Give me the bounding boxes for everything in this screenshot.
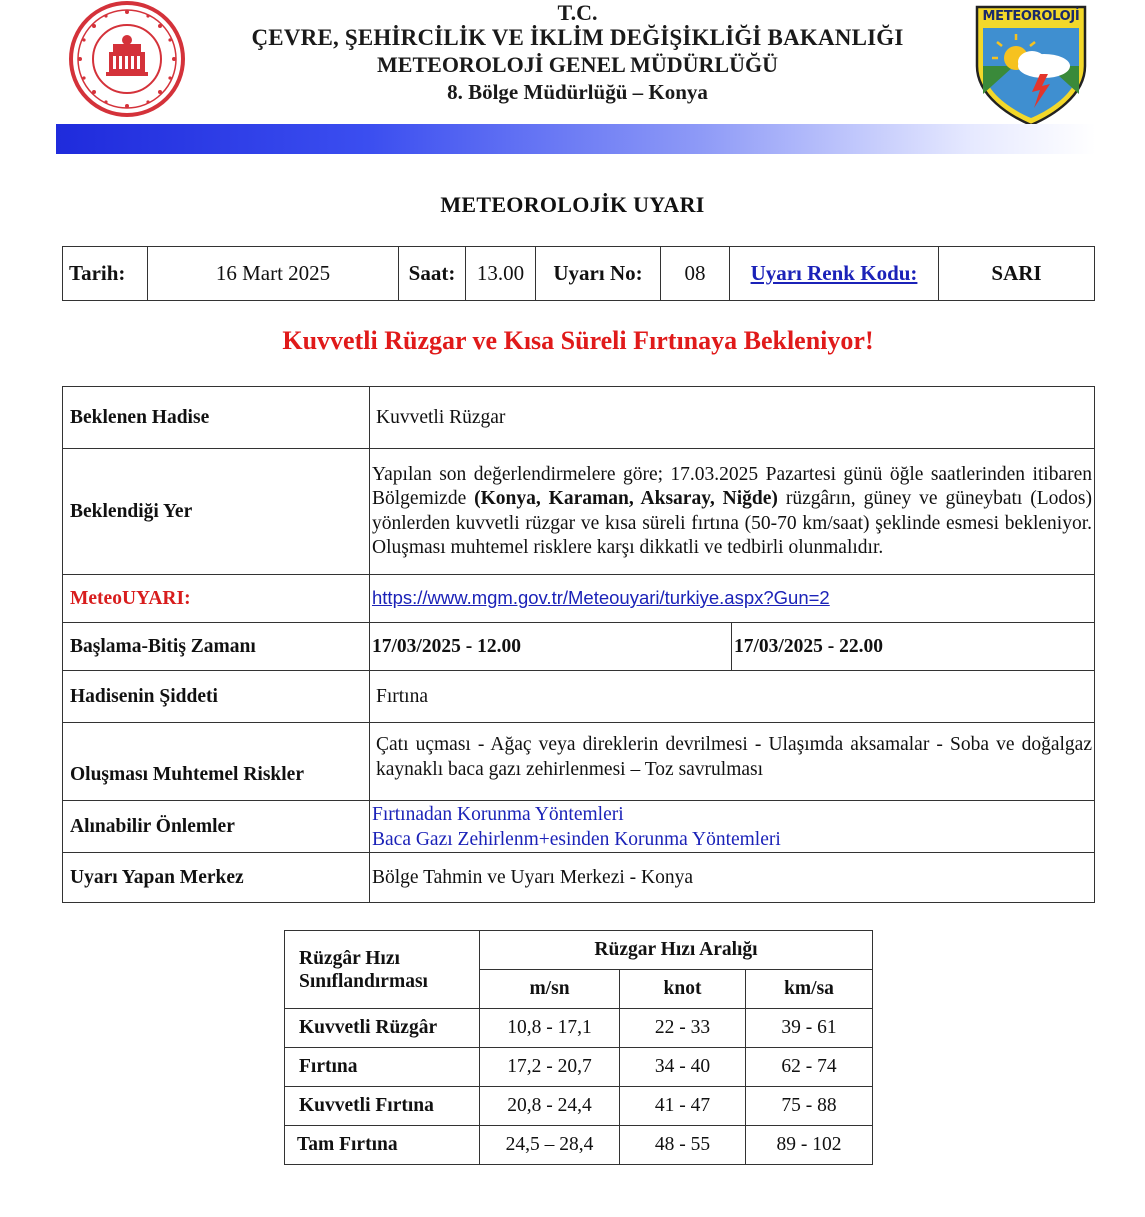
place-text-2: rüzgârın, güney ve güneybatı (Lodos) yönlerden kuvvetli rüzgar ve kısa süreli fırtına (50-70 km/saat) şeklinde esmesi bekleniyor. Oluşması muhtemel risklere karşı dikkatli ve tedbirli olunmalıdır. [372,488,1092,558]
wind-row-kmh: 75 - 88 [746,1087,873,1126]
header-tc: T.C. [557,0,598,25]
date-label: Tarih: [63,247,148,301]
time-label: Saat: [399,247,466,301]
wind-row-kmh: 89 - 102 [746,1126,873,1165]
wind-row-name: Tam Fırtına [285,1126,480,1165]
warning-number-value: 08 [661,247,730,301]
wind-class-header-line2: Sınıflandırması [299,970,428,992]
risks-value: Çatı uçması - Ağaç veya direklerin devrilmesi - Ulaşımda aksamalar - Soba ve doğalgaz kaynaklı baca gazı zehirlenmesi – Toz savrulması [370,723,1095,801]
measures-label: Alınabilir Önlemler [63,801,370,853]
wind-row-name: Fırtına [285,1048,480,1087]
severity-value: Fırtına [370,671,1095,723]
warning-number-label: Uyarı No: [536,247,661,301]
wind-row-ms: 17,2 - 20,7 [480,1048,620,1087]
measures-link-flue-gas[interactable]: Baca Gazı Zehirlenm+esinden Korunma Yöntemleri [372,828,781,850]
unit-ms: m/sn [480,970,620,1009]
alert-headline: Kuvvetli Rüzgar ve Kısa Süreli Fırtınaya Bekleniyor! [282,326,874,355]
meteouyari-cell [370,575,1095,623]
end-time: 17/03/2025 - 22.00 [732,623,1095,671]
severity-label: Hadisenin Şiddeti [63,671,370,723]
wind-row-ms: 24,5 – 28,4 [480,1126,620,1165]
color-code-value: SARI [939,247,1095,301]
event-label: Beklenen Hadise [63,387,370,449]
ministry-seal-logo [66,0,188,118]
event-value: Kuvvetli Rüzgar [370,387,1095,449]
wind-range-header: Rüzgar Hızı Aralığı [480,931,873,970]
place-label: Beklendiği Yer [63,449,370,575]
document-title: METEOROLOJİK UYARI [440,192,705,217]
wind-row-name: Kuvvetli Rüzgâr [285,1009,480,1048]
wind-class-header [285,931,480,1009]
start-time: 17/03/2025 - 12.00 [370,623,732,671]
wind-speed-table [284,930,873,1165]
time-value: 13.00 [466,247,536,301]
meteoroloji-logo [974,4,1088,128]
wind-row-knot: 48 - 55 [620,1126,746,1165]
wind-row-kmh: 39 - 61 [746,1009,873,1048]
header-directorate: METEOROLOJİ GENEL MÜDÜRLÜĞÜ [377,52,778,77]
wind-row-knot: 41 - 47 [620,1087,746,1126]
measures-links [370,801,1095,853]
color-code-link[interactable]: Uyarı Renk Kodu: [750,261,918,285]
meteouyari-label: MeteoUYARI: [63,575,370,623]
center-value: Bölge Tahmin ve Uyarı Merkezi - Konya [370,853,1095,903]
center-label: Uyarı Yapan Merkez [63,853,370,903]
wind-row-kmh: 62 - 74 [746,1048,873,1087]
place-provinces: (Konya, Karaman, Aksaray, Niğde) [474,488,778,509]
place-value [370,449,1095,575]
place-text-1: Yapılan son değerlendirmelere göre; 17.03.2025 Pazartesi günü öğle saatlerinden itibaren Bölgemizde [372,463,1092,509]
color-code-cell [730,247,939,301]
wind-class-header-line1: Rüzgâr Hızı [299,947,400,969]
wind-row-ms: 20,8 - 24,4 [480,1087,620,1126]
logo-text: METEOROLOJİ [982,9,1080,24]
risks-label: Oluşması Muhtemel Riskler [63,723,370,801]
timespan-label: Başlama-Bitiş Zamanı [63,623,370,671]
measures-link-storm[interactable]: Fırtınadan Korunma Yöntemleri [372,803,624,825]
unit-kmh: km/sa [746,970,873,1009]
warning-details-table [62,386,1095,903]
meteouyari-link[interactable]: https://www.mgm.gov.tr/Meteouyari/turkiye.aspx?Gun=2 [372,587,830,608]
header-gradient-band [56,124,1096,154]
header-region: 8. Bölge Müdürlüğü – Konya [447,80,708,104]
wind-row-knot: 34 - 40 [620,1048,746,1087]
wind-row-name: Kuvvetli Fırtına [285,1087,480,1126]
wind-row-knot: 22 - 33 [620,1009,746,1048]
unit-knot: knot [620,970,746,1009]
header-ministry: ÇEVRE, ŞEHİRCİLİK VE İKLİM DEĞİŞİKLİĞİ BAKANLIĞI [251,25,904,50]
warning-info-table [62,246,1095,301]
wind-row-ms: 10,8 - 17,1 [480,1009,620,1048]
date-value: 16 Mart 2025 [148,247,399,301]
